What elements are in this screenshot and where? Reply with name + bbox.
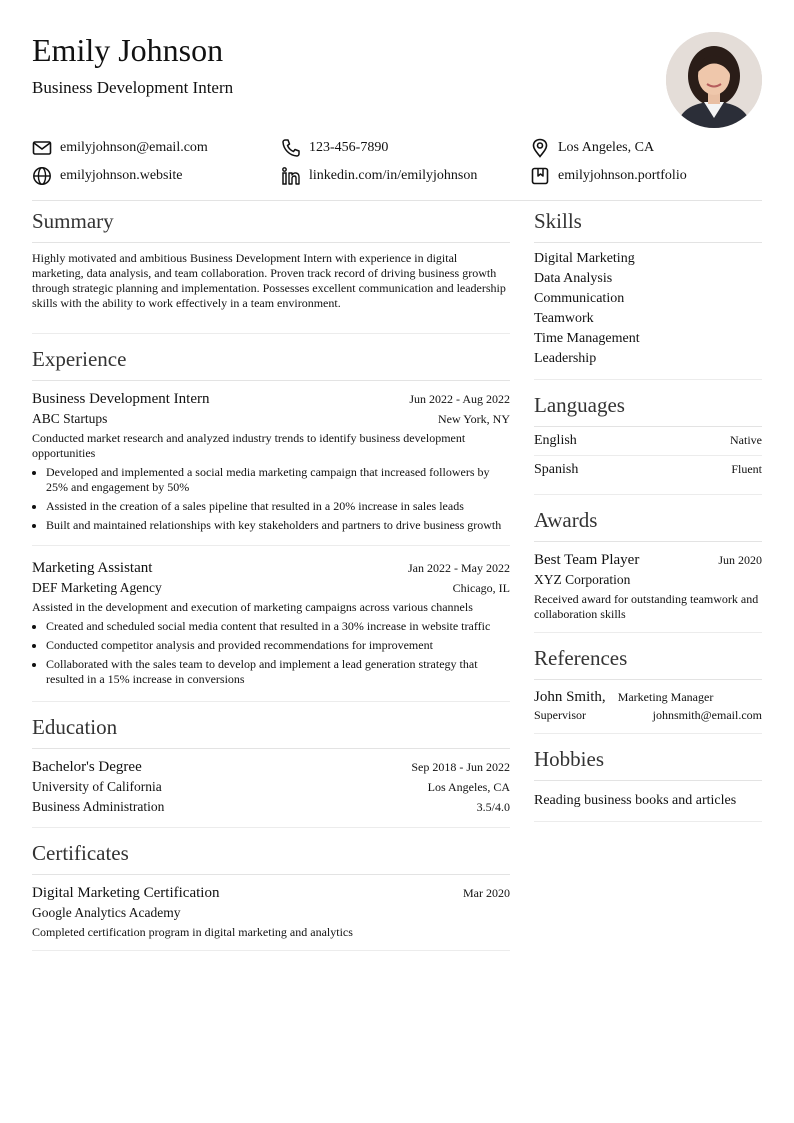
languages-heading: Languages [534,392,762,427]
reference-relation: Supervisor [534,708,586,722]
company-name: ABC Startups [32,411,108,426]
job-bullets [32,465,510,533]
skill-item: Teamwork [534,311,594,326]
contact-portfolio-text: emilyjohnson.portfolio [558,168,687,183]
certificates-section [32,840,510,951]
contact-email-text: emilyjohnson@email.com [60,140,208,155]
education-section [32,714,510,828]
education-entry [32,757,510,817]
language-level: Native [730,433,762,447]
globe-icon [32,166,52,186]
language-name: English [534,433,577,448]
job-location: New York, NY [437,412,510,426]
contact-linkedin-text: linkedin.com/in/emilyjohnson [309,168,478,183]
skill-item: Time Management [534,331,640,346]
experience-section [32,346,510,702]
summary-text: Highly motivated and ambitious Business Development Intern with experience in digital marketing, data analysis, and team collaboration. Proven track record of driving business growth through strategic planning and implementation. Possesses excellent communication and leadership skills with the ability to work effectively in a team environment. [32,251,506,310]
bullet-item: • Assisted in the creation of a sales pipeline that resulted in a 20% increase in sales leads [46,499,510,514]
school-name: University of California [32,779,162,794]
location-pin-icon [530,138,550,158]
skill-item: Data Analysis [534,271,613,286]
summary-section [32,208,510,334]
profile-photo [666,32,762,128]
hobbies-heading: Hobbies [534,746,762,781]
contact-phone-text: 123-456-7890 [309,140,389,155]
right-column [534,202,762,834]
bullet-item: • Conducted competitor analysis and provided recommendations for improvement [46,638,510,653]
job-dates: Jun 2022 - Aug 2022 [409,392,510,406]
award-description: Received award for outstanding teamwork and collaboration skills [534,592,759,621]
contact-location [530,134,654,162]
language-item [534,456,762,484]
job-dates: Jan 2022 - May 2022 [408,561,510,575]
candidate-title: Business Development Intern [32,78,234,97]
skills-section [534,208,762,380]
award-name: Best Team Player [534,552,640,568]
references-heading: References [534,645,762,680]
hobby-item: Reading business books and articles [534,793,737,808]
languages-section [534,392,762,495]
job-location: Chicago, IL [452,581,510,595]
language-level: Fluent [731,462,762,476]
job-description: Assisted in the development and execution of marketing campaigns across various channels [32,600,473,614]
bullet-item: • Collaborated with the sales team to develop and implement a lead generation strategy that resulted in a 15% increase in conversions [46,657,510,687]
skill-item: Communication [534,291,625,306]
school-location: Los Angeles, CA [427,780,510,794]
bookmark-icon [530,166,550,186]
linkedin-icon [281,166,301,186]
awards-heading: Awards [534,507,762,542]
job-description: Conducted market research and analyzed industry trends to identify business development opportunities [32,431,466,460]
experience-entry [32,389,510,546]
awards-section [534,507,762,633]
bullet-item: • Created and scheduled social media content that resulted in a 30% increase in website traffic [46,619,510,634]
experience-heading: Experience [32,346,510,381]
bullet-item: • Developed and implemented a social media marketing campaign that increased followers by 25% and engagement by 50% [46,465,510,495]
language-name: Spanish [534,462,579,477]
reference-role: Marketing Manager [617,690,714,704]
header-divider [32,200,762,201]
contact-linkedin[interactable] [281,162,477,190]
references-section [534,645,762,734]
skills-heading: Skills [534,208,762,243]
contact-row [32,134,762,162]
education-dates: Sep 2018 - Jun 2022 [411,760,510,774]
reference-name: John Smith, [534,689,606,705]
certificate-description: Completed certification program in digital marketing and analytics [32,925,353,939]
phone-icon [281,138,301,158]
job-bullets [32,619,510,687]
job-title: Business Development Intern [32,391,210,407]
contact-website-text: emilyjohnson.website [60,168,183,183]
skill-item: Leadership [534,351,597,366]
envelope-icon [32,138,52,158]
contact-row [32,162,762,190]
reference-entry [534,688,762,723]
job-title: Marketing Assistant [32,560,153,576]
field-of-study: Business Administration [32,799,165,814]
company-name: DEF Marketing Agency [32,580,162,595]
contact-portfolio[interactable] [530,162,687,190]
gpa: 3.5/4.0 [476,800,510,814]
summary-heading: Summary [32,208,510,243]
contact-info [32,134,762,190]
contact-website[interactable] [32,162,183,190]
award-date: Jun 2020 [718,553,762,567]
certificate-date: Mar 2020 [463,886,510,900]
award-entry [534,550,762,622]
education-heading: Education [32,714,510,749]
reference-email[interactable]: johnsmith@email.com [652,708,762,722]
contact-location-text: Los Angeles, CA [558,140,655,155]
certificates-heading: Certificates [32,840,510,875]
degree: Bachelor's Degree [32,759,142,775]
hobbies-section [534,746,762,822]
certificate-entry [32,883,510,940]
certificate-issuer: Google Analytics Academy [32,905,181,920]
certificate-name: Digital Marketing Certification [32,885,220,901]
contact-phone[interactable] [281,134,388,162]
skill-item: Digital Marketing [534,251,635,266]
left-column [32,202,510,963]
bullet-item: • Built and maintained relationships with key stakeholders and partners to drive business growth [46,518,510,533]
candidate-name: Emily Johnson [32,32,224,68]
contact-email[interactable] [32,134,208,162]
language-item [534,427,762,456]
experience-entry [32,558,510,687]
award-organization: XYZ Corporation [534,572,631,587]
